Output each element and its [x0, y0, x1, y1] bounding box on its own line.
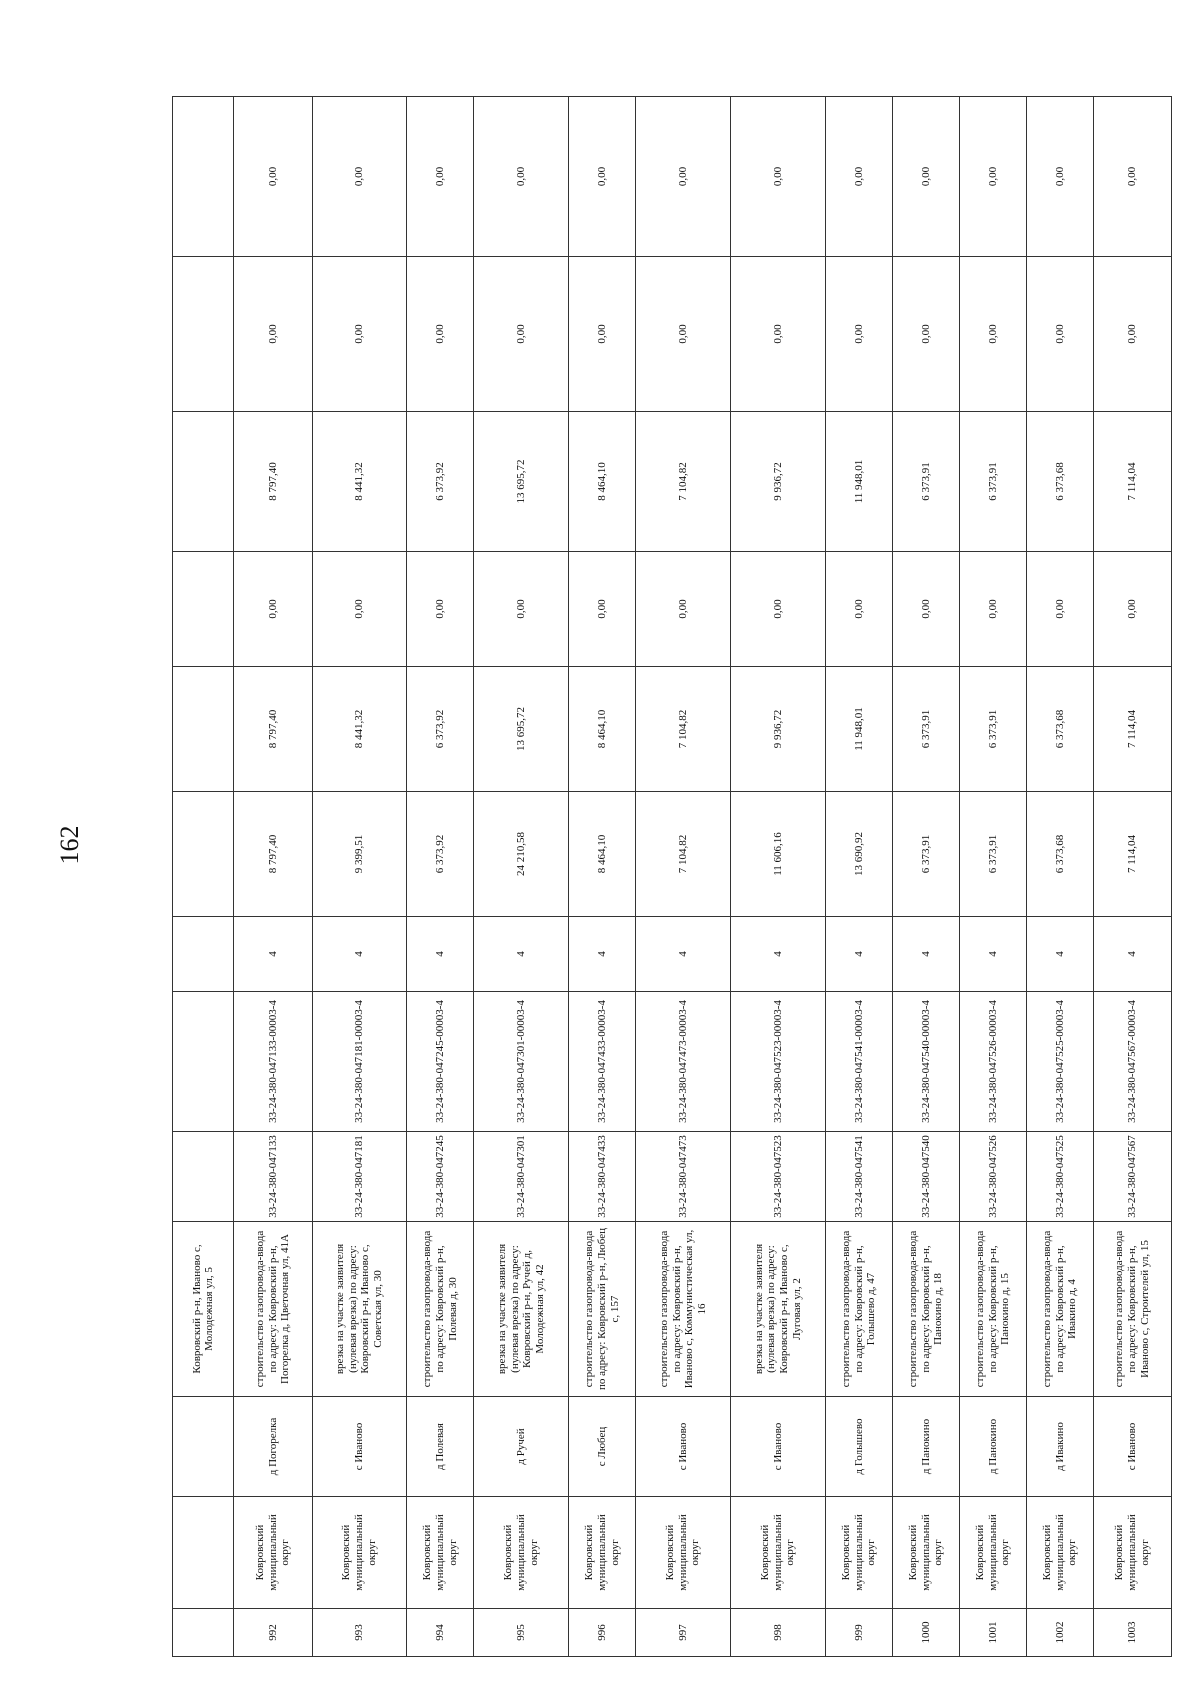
work-description: строительство газопровода-ввода по адресу: Ковровский р-н, Панокино д, 18 — [892, 1222, 959, 1397]
table-row — [825, 97, 892, 1657]
amount-col-4: 13 695,72 — [474, 412, 569, 552]
table-row — [569, 97, 636, 1657]
row-number: 994 — [407, 1609, 474, 1657]
amount-col-1: 13 690,92 — [825, 792, 892, 917]
carryover-address: Ковровский р-н, Иваново с, Молодежная ул, 5 — [173, 1222, 234, 1397]
connection-register-table — [172, 96, 1172, 1657]
amount-col-4: 8 441,32 — [312, 412, 407, 552]
table-row — [407, 97, 474, 1657]
amount-col-1: 7 104,82 — [636, 792, 731, 917]
application-number: 33-24-380-047526 — [959, 1132, 1026, 1222]
district-name: Ковровский муниципальный округ — [1093, 1497, 1171, 1609]
amount-col-4: 7 114,04 — [1093, 412, 1171, 552]
district-name: Ковровский муниципальный округ — [1026, 1497, 1093, 1609]
amount-col-6: 0,00 — [569, 97, 636, 257]
amount-col-3: 0,00 — [234, 552, 312, 667]
contract-number: 33-24-380-047301-00003-4 — [474, 992, 569, 1132]
amount-col-5: 0,00 — [407, 257, 474, 412]
amount-col-2: 7 104,82 — [636, 667, 731, 792]
amount-col-3: 0,00 — [1093, 552, 1171, 667]
amount-col-4: 6 373,68 — [1026, 412, 1093, 552]
contract-number: 33-24-380-047433-00003-4 — [569, 992, 636, 1132]
row-number: 998 — [731, 1609, 826, 1657]
application-number: 33-24-380-047473 — [636, 1132, 731, 1222]
category: 4 — [234, 917, 312, 992]
settlement-name: д Полевая — [407, 1397, 474, 1497]
category: 4 — [825, 917, 892, 992]
table-row — [312, 97, 407, 1657]
amount-col-2: 8 441,32 — [312, 667, 407, 792]
amount-col-3: 0,00 — [731, 552, 826, 667]
amount-col-2: 6 373,91 — [959, 667, 1026, 792]
amount-col-4: 6 373,91 — [959, 412, 1026, 552]
amount-col-5: 0,00 — [474, 257, 569, 412]
category: 4 — [1026, 917, 1093, 992]
district-name: Ковровский муниципальный округ — [407, 1497, 474, 1609]
amount-col-6: 0,00 — [825, 97, 892, 257]
application-number: 33-24-380-047540 — [892, 1132, 959, 1222]
amount-col-2: 6 373,91 — [892, 667, 959, 792]
contract-number: 33-24-380-047567-00003-4 — [1093, 992, 1171, 1132]
contract-number: 33-24-380-047540-00003-4 — [892, 992, 959, 1132]
amount-col-1: 7 114,04 — [1093, 792, 1171, 917]
amount-col-1: 9 399,51 — [312, 792, 407, 917]
amount-col-3: 0,00 — [959, 552, 1026, 667]
work-description: строительство газопровода-ввода по адресу: Ковровский р-н, Иваново с, Строителей ул, 15 — [1093, 1222, 1171, 1397]
amount-col-3: 0,00 — [1026, 552, 1093, 667]
amount-col-2: 6 373,92 — [407, 667, 474, 792]
row-number: 999 — [825, 1609, 892, 1657]
amount-col-1: 24 210,58 — [474, 792, 569, 917]
settlement-name: с Любец — [569, 1397, 636, 1497]
amount-col-1: 8 464,10 — [569, 792, 636, 917]
work-description: строительство газопровода-ввода по адресу: Ковровский р-н, Иваново с, Коммунистическая ул, 16 — [636, 1222, 731, 1397]
category: 4 — [731, 917, 826, 992]
amount-col-5: 0,00 — [1093, 257, 1171, 412]
amount-col-6: 0,00 — [1093, 97, 1171, 257]
amount-col-6: 0,00 — [234, 97, 312, 257]
district-name: Ковровский муниципальный округ — [825, 1497, 892, 1609]
amount-col-5: 0,00 — [892, 257, 959, 412]
settlement-name: д Ручей — [474, 1397, 569, 1497]
application-number: 33-24-380-047541 — [825, 1132, 892, 1222]
amount-col-6: 0,00 — [474, 97, 569, 257]
category: 4 — [959, 917, 1026, 992]
work-description: врезка на участке заявителя (нулевая врезка) по адресу: Ковровский р-н, Ручей д, Молодежная ул, 42 — [474, 1222, 569, 1397]
category: 4 — [1093, 917, 1171, 992]
amount-col-5: 0,00 — [312, 257, 407, 412]
amount-col-2: 9 936,72 — [731, 667, 826, 792]
row-number: 995 — [474, 1609, 569, 1657]
amount-col-4: 9 936,72 — [731, 412, 826, 552]
amount-col-3: 0,00 — [636, 552, 731, 667]
settlement-name: д Панокино — [959, 1397, 1026, 1497]
amount-col-4: 7 104,82 — [636, 412, 731, 552]
amount-col-1: 6 373,68 — [1026, 792, 1093, 917]
work-description: строительство газопровода-ввода по адресу: Ковровский р-н, Голышево д, 47 — [825, 1222, 892, 1397]
application-number: 33-24-380-047133 — [234, 1132, 312, 1222]
table-row — [1093, 97, 1171, 1657]
amount-col-5: 0,00 — [959, 257, 1026, 412]
settlement-name: д Панокино — [892, 1397, 959, 1497]
work-description: врезка на участке заявителя (нулевая врезка) по адресу: Ковровский р-н, Иваново с, Советская ул, 30 — [312, 1222, 407, 1397]
amount-col-2: 8 464,10 — [569, 667, 636, 792]
settlement-name: с Иваново — [312, 1397, 407, 1497]
settlement-name: с Иваново — [1093, 1397, 1171, 1497]
district-name: Ковровский муниципальный округ — [474, 1497, 569, 1609]
amount-col-4: 8 464,10 — [569, 412, 636, 552]
amount-col-3: 0,00 — [825, 552, 892, 667]
contract-number: 33-24-380-047133-00003-4 — [234, 992, 312, 1132]
amount-col-2: 13 695,72 — [474, 667, 569, 792]
amount-col-2: 11 948,01 — [825, 667, 892, 792]
amount-col-6: 0,00 — [892, 97, 959, 257]
application-number: 33-24-380-047567 — [1093, 1132, 1171, 1222]
amount-col-6: 0,00 — [959, 97, 1026, 257]
category: 4 — [474, 917, 569, 992]
settlement-name: с Иваново — [636, 1397, 731, 1497]
table-row — [731, 97, 826, 1657]
amount-col-2: 7 114,04 — [1093, 667, 1171, 792]
work-description: строительство газопровода-ввода по адресу: Ковровский р-н, Панокино д, 15 — [959, 1222, 1026, 1397]
contract-number: 33-24-380-047523-00003-4 — [731, 992, 826, 1132]
application-number: 33-24-380-047525 — [1026, 1132, 1093, 1222]
application-number: 33-24-380-047181 — [312, 1132, 407, 1222]
category: 4 — [892, 917, 959, 992]
district-name: Ковровский муниципальный округ — [636, 1497, 731, 1609]
district-name: Ковровский муниципальный округ — [731, 1497, 826, 1609]
district-name: Ковровский муниципальный округ — [312, 1497, 407, 1609]
table-row — [892, 97, 959, 1657]
contract-number: 33-24-380-047473-00003-4 — [636, 992, 731, 1132]
row-number: 1000 — [892, 1609, 959, 1657]
amount-col-1: 8 797,40 — [234, 792, 312, 917]
table-row — [636, 97, 731, 1657]
table-row — [1026, 97, 1093, 1657]
row-number: 1002 — [1026, 1609, 1093, 1657]
application-number: 33-24-380-047245 — [407, 1132, 474, 1222]
amount-col-5: 0,00 — [569, 257, 636, 412]
application-number: 33-24-380-047523 — [731, 1132, 826, 1222]
contract-number: 33-24-380-047541-00003-4 — [825, 992, 892, 1132]
table-row — [474, 97, 569, 1657]
application-number: 33-24-380-047301 — [474, 1132, 569, 1222]
page-number: 162 — [55, 825, 84, 865]
amount-col-6: 0,00 — [1026, 97, 1093, 257]
contract-number: 33-24-380-047245-00003-4 — [407, 992, 474, 1132]
amount-col-3: 0,00 — [569, 552, 636, 667]
settlement-name: д Погорелка — [234, 1397, 312, 1497]
row-number: 993 — [312, 1609, 407, 1657]
amount-col-4: 11 948,01 — [825, 412, 892, 552]
amount-col-2: 6 373,68 — [1026, 667, 1093, 792]
amount-col-5: 0,00 — [234, 257, 312, 412]
table-row — [959, 97, 1026, 1657]
district-name: Ковровский муниципальный округ — [959, 1497, 1026, 1609]
amount-col-1: 6 373,91 — [892, 792, 959, 917]
contract-number: 33-24-380-047181-00003-4 — [312, 992, 407, 1132]
amount-col-1: 6 373,92 — [407, 792, 474, 917]
amount-col-5: 0,00 — [731, 257, 826, 412]
amount-col-3: 0,00 — [892, 552, 959, 667]
amount-col-3: 0,00 — [407, 552, 474, 667]
row-number: 996 — [569, 1609, 636, 1657]
application-number: 33-24-380-047433 — [569, 1132, 636, 1222]
table-row — [234, 97, 312, 1657]
settlement-name: д Голышево — [825, 1397, 892, 1497]
row-number: 1001 — [959, 1609, 1026, 1657]
carryover-row — [173, 97, 234, 1657]
table-body — [173, 97, 1172, 1657]
district-name: Ковровский муниципальный округ — [569, 1497, 636, 1609]
amount-col-5: 0,00 — [636, 257, 731, 412]
amount-col-3: 0,00 — [312, 552, 407, 667]
amount-col-6: 0,00 — [636, 97, 731, 257]
work-description: строительство газопровода-ввода по адресу: Ковровский р-н, Ивакино д, 4 — [1026, 1222, 1093, 1397]
amount-col-3: 0,00 — [474, 552, 569, 667]
row-number: 1003 — [1093, 1609, 1171, 1657]
contract-number: 33-24-380-047525-00003-4 — [1026, 992, 1093, 1132]
district-name: Ковровский муниципальный округ — [234, 1497, 312, 1609]
row-number: 992 — [234, 1609, 312, 1657]
amount-col-1: 11 606,16 — [731, 792, 826, 917]
amount-col-4: 6 373,92 — [407, 412, 474, 552]
category: 4 — [407, 917, 474, 992]
amount-col-4: 8 797,40 — [234, 412, 312, 552]
amount-col-4: 6 373,91 — [892, 412, 959, 552]
amount-col-6: 0,00 — [407, 97, 474, 257]
category: 4 — [569, 917, 636, 992]
contract-number: 33-24-380-047526-00003-4 — [959, 992, 1026, 1132]
amount-col-6: 0,00 — [312, 97, 407, 257]
row-number: 997 — [636, 1609, 731, 1657]
work-description: врезка на участке заявителя (нулевая врезка) по адресу: Ковровский р-н, Иваново с, Луговая ул, 2 — [731, 1222, 826, 1397]
settlement-name: с Иваново — [731, 1397, 826, 1497]
amount-col-5: 0,00 — [825, 257, 892, 412]
work-description: строительство газопровода-ввода по адресу: Ковровский р-н, Погорелка д, Цветочная ул, 41А — [234, 1222, 312, 1397]
category: 4 — [312, 917, 407, 992]
work-description: строительство газопровода-ввода по адресу: Ковровский р-н, Любец с, 157 — [569, 1222, 636, 1397]
amount-col-5: 0,00 — [1026, 257, 1093, 412]
district-name: Ковровский муниципальный округ — [892, 1497, 959, 1609]
amount-col-6: 0,00 — [731, 97, 826, 257]
amount-col-1: 6 373,91 — [959, 792, 1026, 917]
category: 4 — [636, 917, 731, 992]
rotated-table-frame — [172, 97, 1172, 1657]
amount-col-2: 8 797,40 — [234, 667, 312, 792]
work-description: строительство газопровода-ввода по адресу: Ковровский р-н, Полевая д, 30 — [407, 1222, 474, 1397]
settlement-name: д Ивакино — [1026, 1397, 1093, 1497]
